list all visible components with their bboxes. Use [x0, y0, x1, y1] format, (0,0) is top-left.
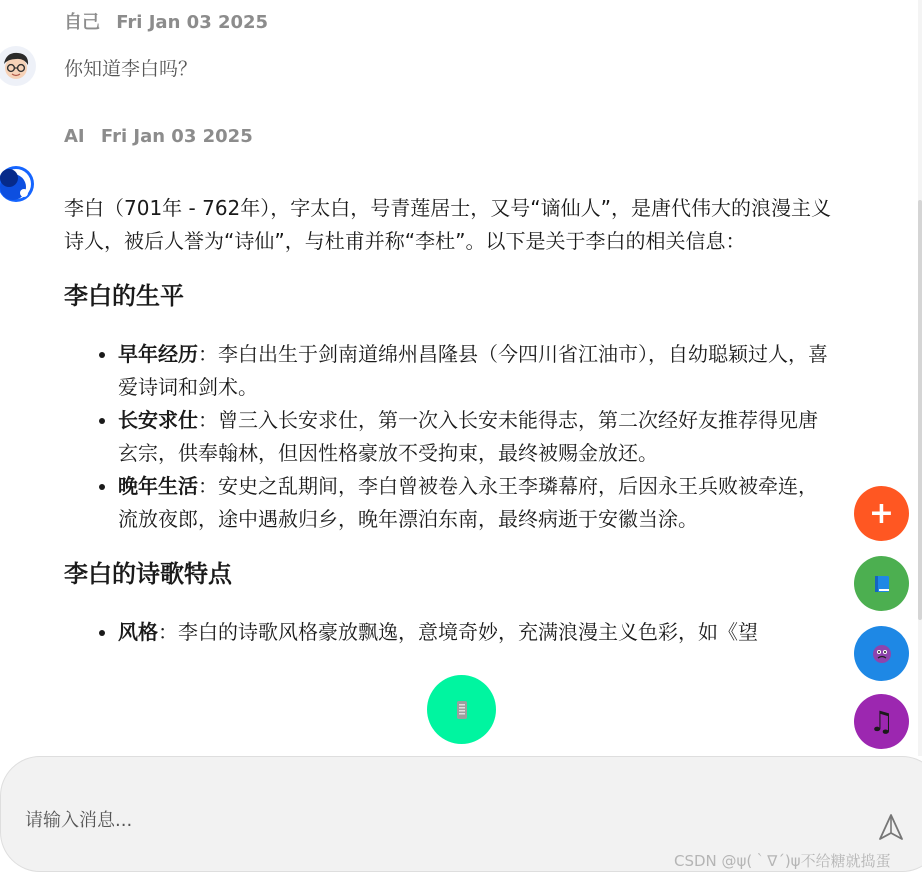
- ai-intro-paragraph: 李白（701年 - 762年），字太白，号青莲居士，又号“谪仙人”，是唐代伟大的浪漫主义诗人，被后人誉为“诗仙”，与杜甫并称“李杜”。以下是关于李白的相关信息：: [64, 196, 832, 253]
- center-action-button[interactable]: [427, 675, 496, 744]
- chat-scrollbar[interactable]: [918, 0, 922, 756]
- list-item: [118, 616, 834, 649]
- list-item: [118, 470, 834, 536]
- list-item-term: 风格: [118, 620, 158, 644]
- face-icon: [871, 643, 893, 665]
- ai-message-date: Fri Jan 03 2025: [100, 126, 253, 147]
- user-message-date: Fri Jan 03 2025: [116, 12, 269, 33]
- message-input[interactable]: [23, 809, 847, 832]
- user-avatar[interactable]: [0, 46, 36, 86]
- list-item-text: ：安史之乱期间，李白曾被卷入永王李璘幕府，后因永王兵败被牵连，流放夜郎，途中遇赦归乡，晚年漂泊东南，最终病逝于安徽当涂。: [118, 474, 818, 531]
- send-icon[interactable]: [876, 812, 906, 842]
- list-item-text: ：李白出生于剑南道绵州昌隆县（今四川省江油市），自幼聪颖过人，喜爱诗词和剑术。: [118, 342, 828, 399]
- section-heading-poetry: 李白的诗歌特点: [64, 560, 232, 588]
- watermark: CSDN @ψ(｀∇´)ψ不给糖就捣蛋: [674, 852, 891, 870]
- book-button[interactable]: [854, 556, 909, 611]
- list-item: [118, 404, 834, 470]
- life-list: [64, 338, 834, 536]
- list-item-term: 长安求仕: [118, 408, 198, 432]
- section-heading-life: 李白的生平: [64, 282, 184, 310]
- poetry-list: [64, 616, 834, 649]
- scrollbar-thumb[interactable]: [918, 200, 922, 620]
- list-item-term: 晚年生活: [118, 474, 198, 498]
- ai-sender-name: AI: [64, 126, 85, 147]
- device-icon: [454, 699, 470, 721]
- list-item-term: 早年经历: [118, 342, 198, 366]
- user-message-text: 你知道李白吗？: [64, 58, 198, 80]
- plus-icon: +: [868, 496, 895, 531]
- add-button[interactable]: [854, 486, 909, 541]
- user-message-header: [64, 8, 278, 34]
- book-icon: [871, 573, 893, 595]
- music-note-icon: ♫: [868, 705, 895, 738]
- list-item-text: ：李白的诗歌风格豪放飘逸，意境奇妙，充满浪漫主义色彩，如《望: [158, 620, 758, 644]
- music-button[interactable]: [854, 694, 909, 749]
- ai-message-header: [64, 126, 263, 147]
- emoji-button[interactable]: [854, 626, 909, 681]
- ai-message-body: [64, 192, 834, 649]
- ai-avatar[interactable]: [0, 164, 36, 204]
- user-sender-name: 自己: [64, 12, 100, 33]
- list-item: [118, 338, 834, 404]
- list-item-text: ：曾三入长安求仕，第一次入长安未能得志，第二次经好友推荐得见唐玄宗，供奉翰林，但因性格豪放不受拘束，最终被赐金放还。: [118, 408, 818, 465]
